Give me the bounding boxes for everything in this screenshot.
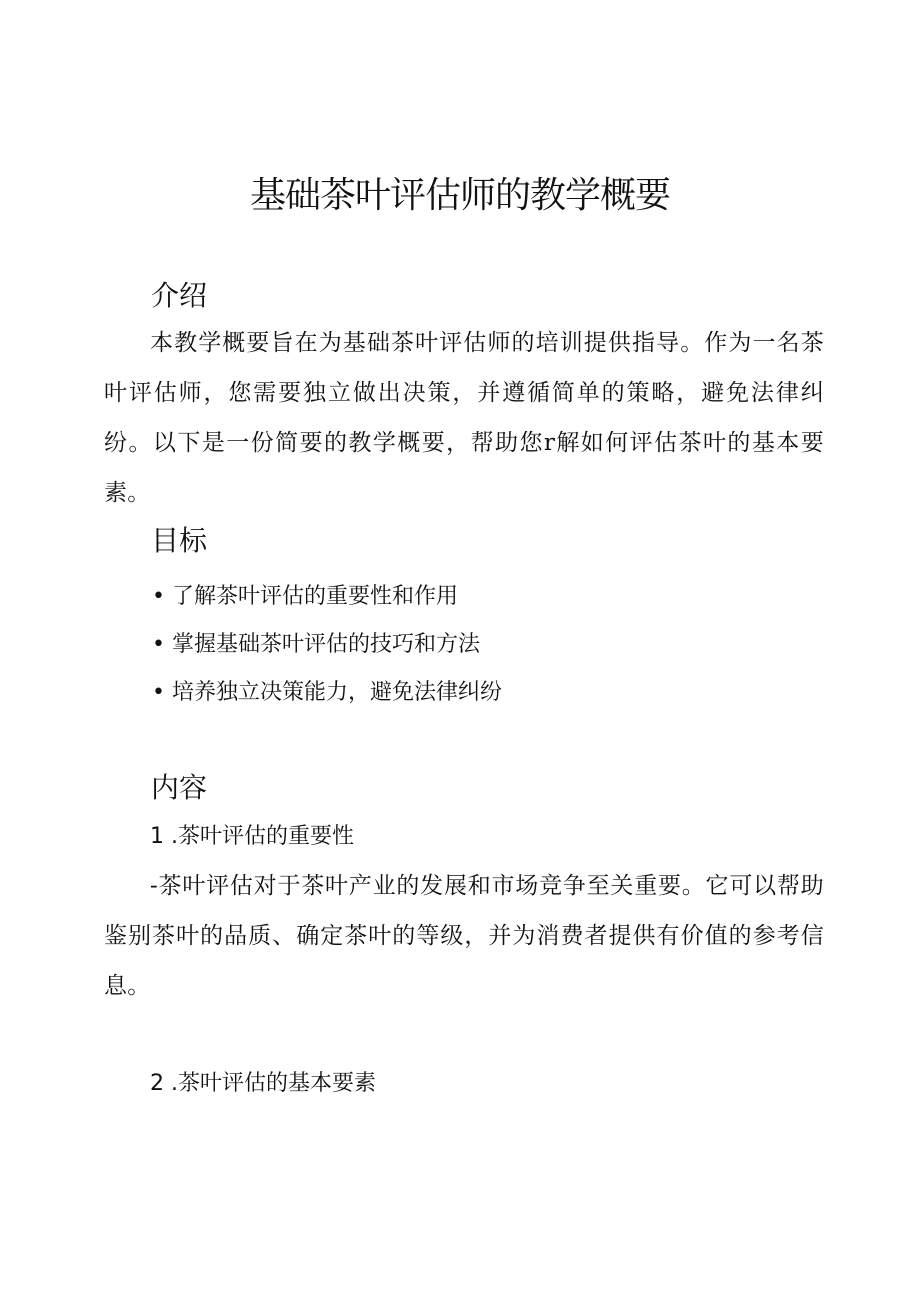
content-item-paragraph: -茶叶评估对于茶叶产业的发展和市场竞争至关重要。它可以帮助鉴别茶叶的品质、确定茶叶的等级，并为消费者提供有价值的参考信息。	[104, 873, 824, 999]
bullet-icon: •	[152, 584, 165, 609]
section-heading-intro: 介绍	[151, 279, 208, 312]
item-title-text: 茶叶评估的重要性	[177, 824, 354, 849]
section-heading-content: 内容	[151, 771, 208, 804]
goal-text: 了解茶叶评估的重要性和作用	[172, 584, 459, 609]
goal-text: 培养独立决策能力，避免法律纠纷	[172, 680, 503, 705]
bullet-icon: •	[152, 680, 165, 705]
goals-list	[152, 573, 502, 717]
document-title: 基础茶叶评估师的教学概要	[249, 175, 670, 216]
item-title-text: 茶叶评估的基本要素	[177, 1071, 376, 1096]
content-item-title	[150, 1064, 376, 1104]
bullet-icon: •	[152, 632, 165, 657]
intro-paragraph: 本教学概要旨在为基础茶叶评估师的培训提供指导。作为一名茶叶评估师，您需要独立做出决策，并遵循简单的策略，避免法律纠纷。以下是一份简要的教学概要，帮助您r解如何评估茶叶的基本要素。	[104, 330, 824, 506]
item-number: 2 .	[150, 1071, 178, 1096]
section-heading-goals: 目标	[151, 524, 208, 557]
item-number: 1 .	[150, 824, 178, 849]
list-item	[152, 669, 502, 717]
list-item	[152, 621, 502, 669]
goal-text: 掌握基础茶叶评估的技巧和方法	[172, 632, 481, 657]
content-item-title	[150, 817, 354, 857]
list-item	[152, 573, 502, 621]
